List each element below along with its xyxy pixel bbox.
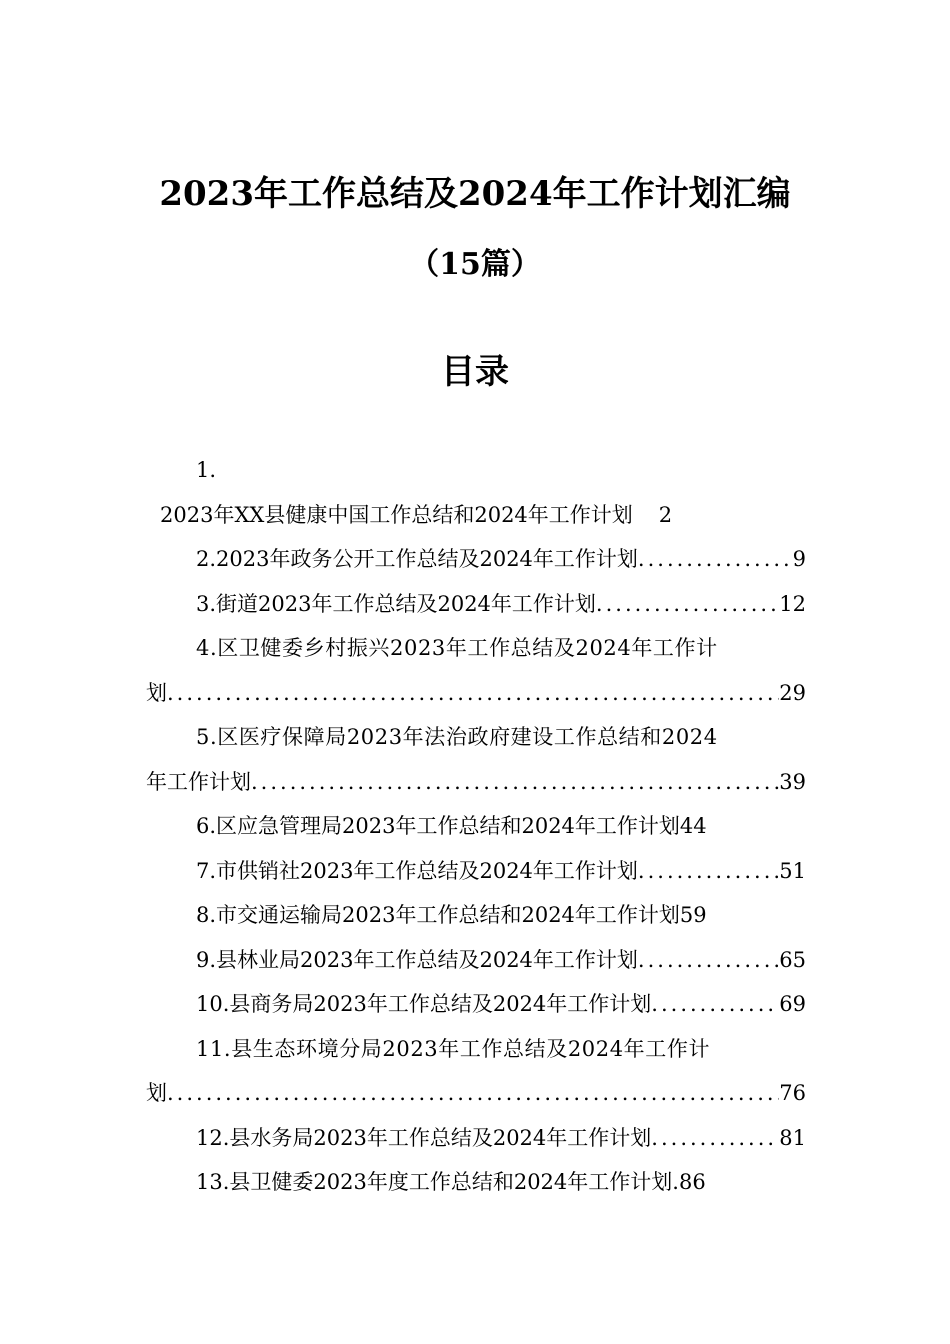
toc-entry-4-line-1[interactable] <box>146 626 806 671</box>
dot-leader <box>167 671 779 716</box>
toc-entry-10[interactable] <box>146 982 806 1027</box>
toc-entry-title: 4.区卫健委乡村振兴2023年工作总结及2024年工作计 <box>196 636 718 660</box>
toc-entry-8[interactable] <box>146 893 806 938</box>
toc-entry-title-continued: 年工作计划 <box>146 769 251 794</box>
dot-leader <box>638 537 793 582</box>
toc-entry-5-line-1[interactable] <box>146 715 806 760</box>
toc-entry-title-continued: 划 <box>146 1081 167 1105</box>
dot-leader <box>638 849 779 894</box>
toc-entry-page-number: 12 <box>779 591 806 616</box>
toc-entry-title: 7.市供销社2023年工作总结及2024年工作计划 <box>196 858 638 883</box>
toc-entry-page-number: 69 <box>779 992 806 1016</box>
toc-entry-title: 5.区医疗保障局2023年法治政府建设工作总结和2024 <box>196 725 718 749</box>
toc-entry-7[interactable] <box>146 849 806 894</box>
dot-leader <box>638 938 779 983</box>
toc-entry-1-number-line[interactable] <box>146 448 806 493</box>
toc-entry-9[interactable] <box>146 938 806 983</box>
toc-entry-6[interactable] <box>146 804 806 849</box>
toc-entry-page-number: 65 <box>779 947 806 972</box>
toc-heading: 目录 <box>441 352 509 392</box>
toc-entry-13[interactable] <box>146 1160 806 1205</box>
toc-entry-title: 10.县商务局2023年工作总结及2024年工作计划 <box>196 992 652 1016</box>
toc-entry-page-number: 29 <box>779 680 806 705</box>
toc-entry-title: 9.县林业局2023年工作总结及2024年工作计划 <box>196 947 638 972</box>
toc-entry-5-line-2[interactable] <box>146 760 806 805</box>
toc-entry-title: 13.县卫健委2023年度工作总结和2024年工作计划. <box>196 1170 679 1194</box>
toc-entry-number: 1. <box>196 458 217 482</box>
dot-leader <box>651 982 779 1027</box>
toc-entry-2[interactable] <box>146 537 806 582</box>
toc-entry-3[interactable] <box>146 582 806 627</box>
toc-entry-title-continued: 划 <box>146 680 167 705</box>
toc-entry-page-number: 81 <box>779 1125 806 1150</box>
toc-entry-page-number: 51 <box>779 858 806 883</box>
toc-entry-4-line-2[interactable] <box>146 671 806 716</box>
table-of-contents <box>146 448 806 1205</box>
toc-entry-12[interactable] <box>146 1116 806 1161</box>
toc-entry-title: 11.县生态环境分局2023年工作总结及2024年工作计 <box>196 1036 711 1061</box>
dot-leader <box>251 760 779 805</box>
dot-leader <box>596 582 779 627</box>
dot-leader <box>651 1116 779 1161</box>
document-subtitle: （15篇） <box>409 247 541 282</box>
toc-entry-11-line-2[interactable] <box>146 1071 806 1116</box>
document-title: 2023年工作总结及2024年工作计划汇编 <box>159 174 791 214</box>
toc-entry-page-number: 59 <box>679 903 707 927</box>
toc-entry-page-number: 44 <box>679 814 707 838</box>
toc-entry-title: 2023年XX县健康中国工作总结和2024年工作计划 <box>160 502 633 527</box>
toc-entry-page-number: 39 <box>779 769 806 794</box>
toc-entry-page-number: 9 <box>792 547 806 571</box>
toc-entry-title: 8.市交通运输局2023年工作总结和2024年工作计划 <box>196 903 680 927</box>
toc-entry-title: 3.街道2023年工作总结及2024年工作计划 <box>196 591 596 616</box>
toc-entry-page-number: 86 <box>678 1170 706 1194</box>
toc-entry-1[interactable] <box>146 493 806 538</box>
toc-entry-page-number: 76 <box>779 1081 806 1105</box>
toc-entry-title: 2.2023年政务公开工作总结及2024年工作计划 <box>196 547 638 571</box>
toc-entry-title: 6.区应急管理局2023年工作总结和2024年工作计划 <box>196 814 680 838</box>
dot-leader <box>167 1071 779 1116</box>
toc-entry-title: 12.县水务局2023年工作总结及2024年工作计划 <box>196 1125 652 1150</box>
toc-entry-11-line-1[interactable] <box>146 1027 806 1072</box>
toc-entry-page-number: 2 <box>658 502 673 527</box>
